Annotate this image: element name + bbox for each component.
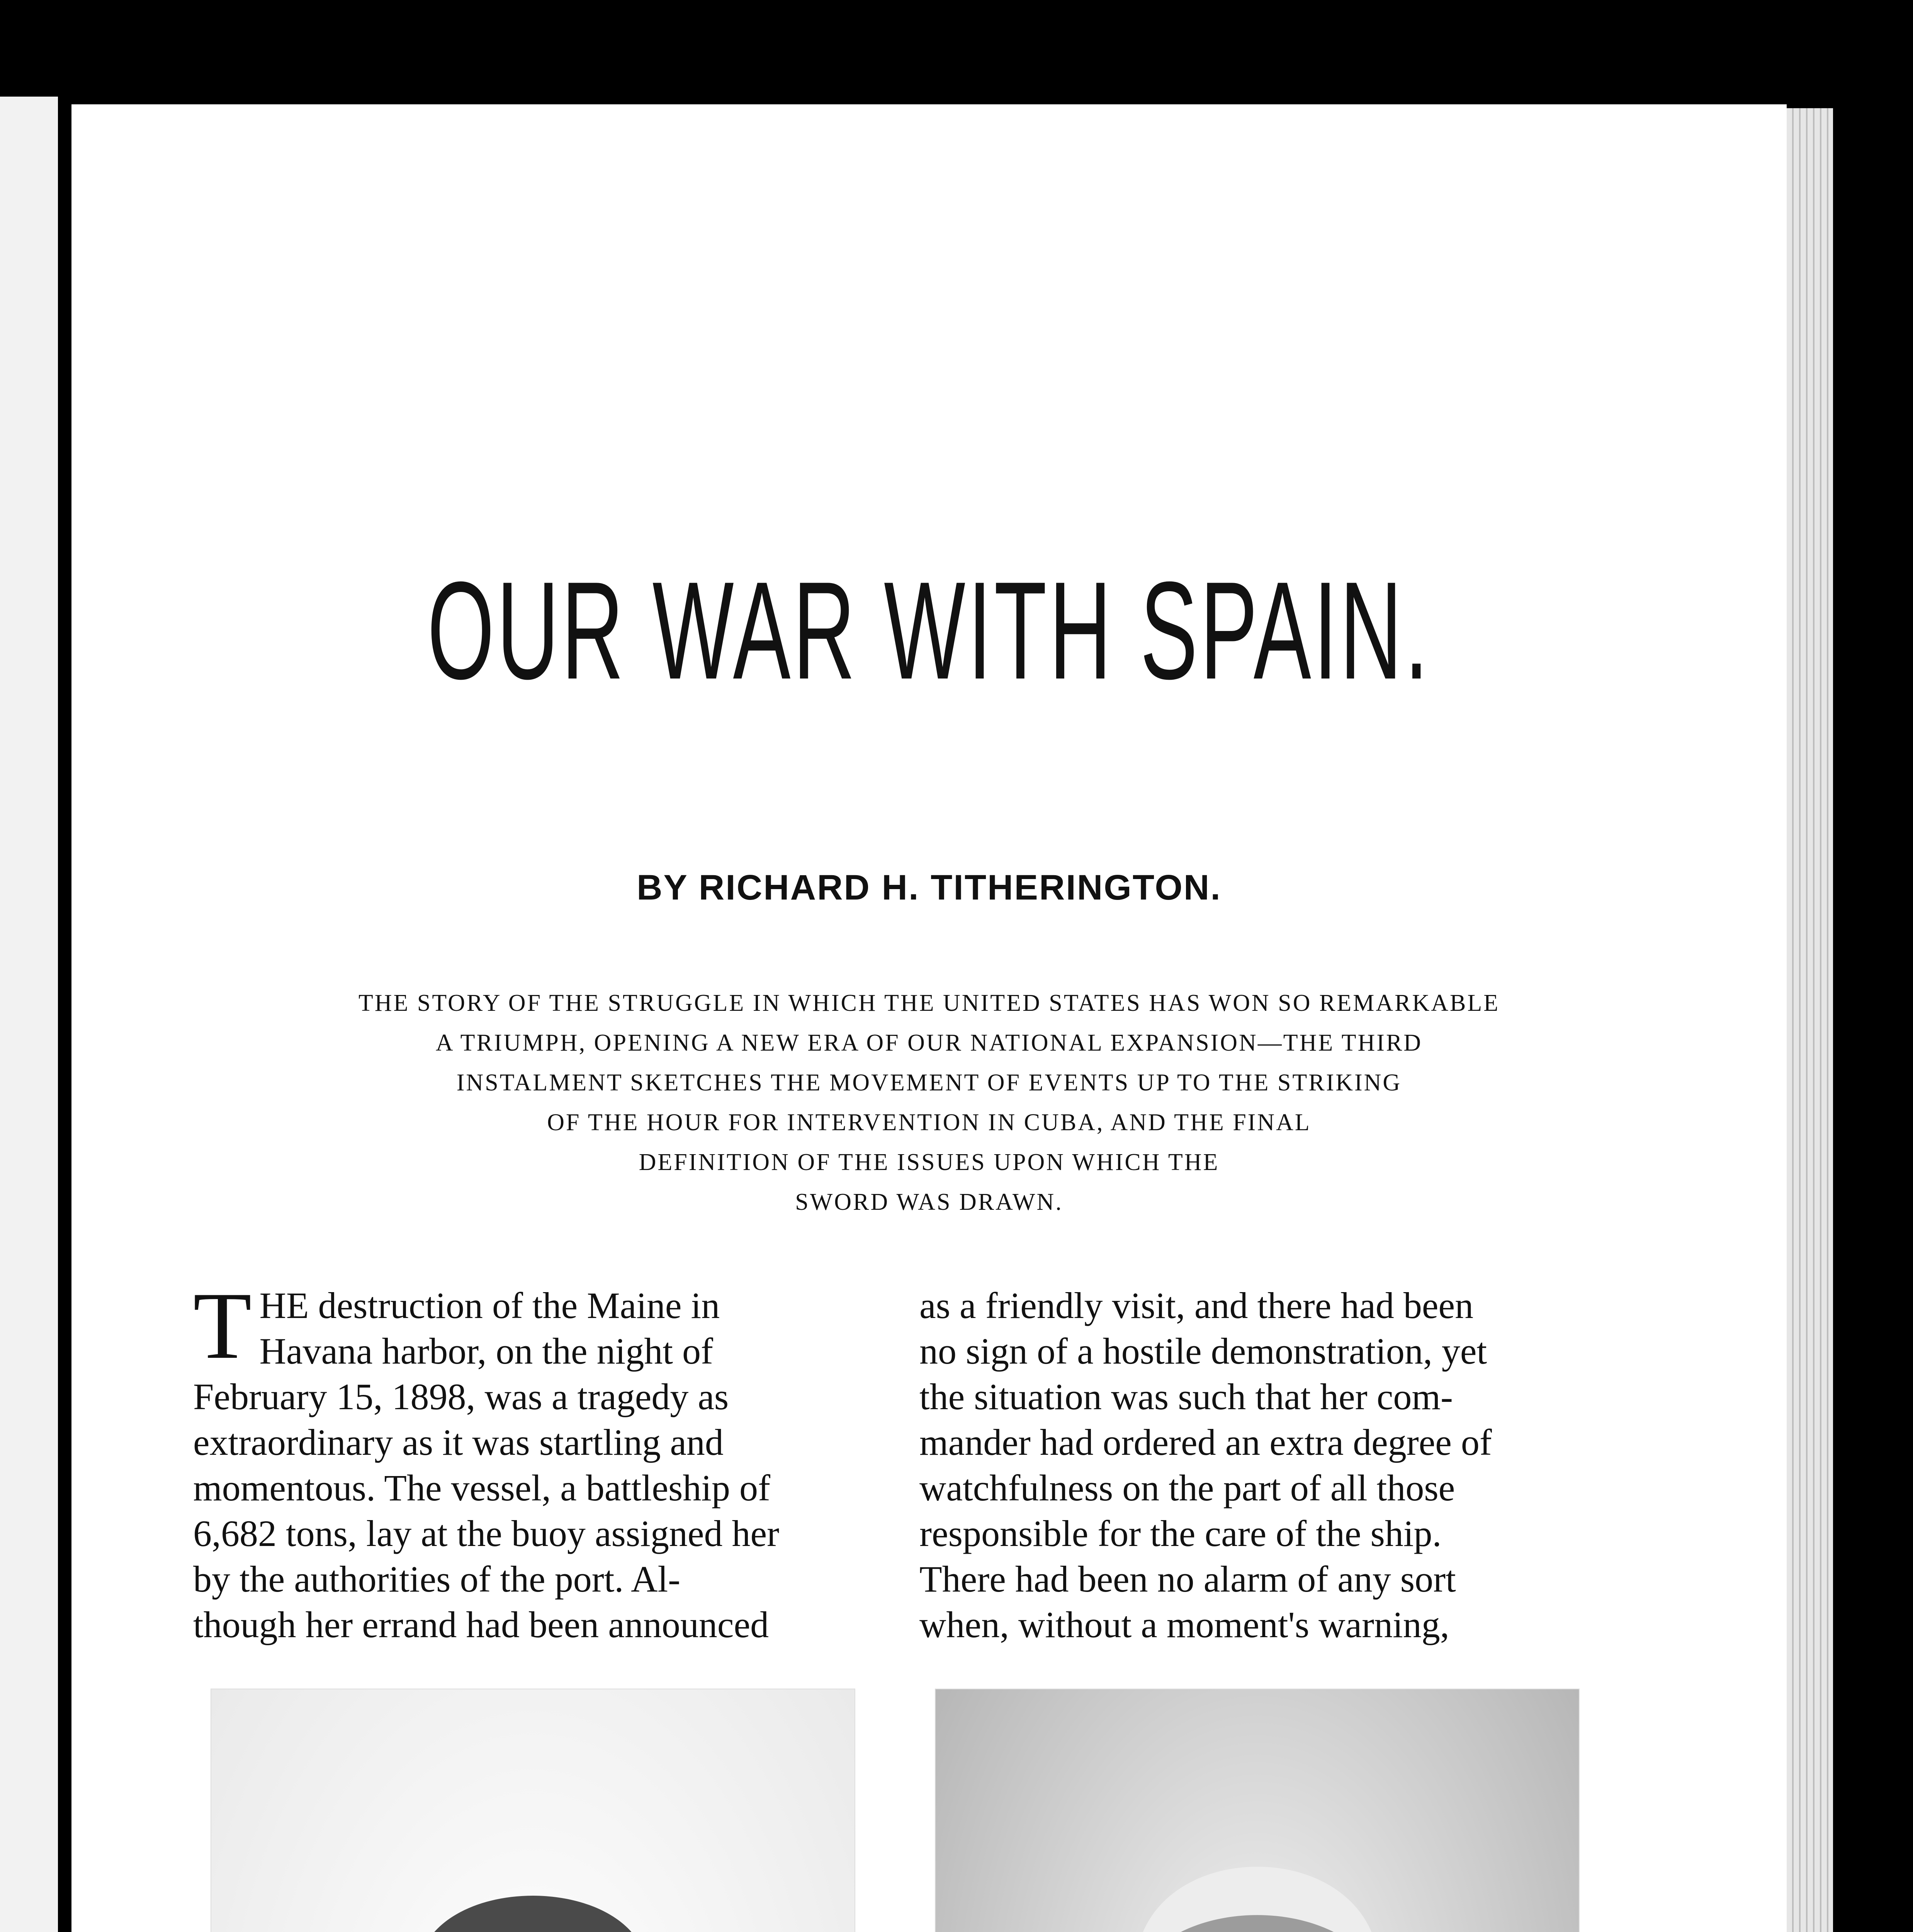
body-line: HE destruction of the Maine in — [259, 1285, 720, 1326]
portrait-photo-gomez — [211, 1689, 855, 1932]
body-column-left — [193, 1272, 885, 1648]
body-line: 6,682 tons, lay at the buoy assigned her — [193, 1513, 780, 1554]
body-line: no sign of a hostile demonstration, yet — [919, 1330, 1487, 1372]
facing-page-edge — [0, 97, 58, 1932]
body-line: momentous. The vessel, a battleship of — [193, 1467, 770, 1509]
body-line: Havana harbor, on the night of — [259, 1330, 713, 1372]
page-stack-edge — [1787, 108, 1833, 1932]
body-line: responsible for the care of the ship. — [919, 1513, 1442, 1554]
article-byline: BY RICHARD H. TITHERINGTON. — [637, 868, 1222, 907]
summary-line: THE STORY OF THE STRUGGLE IN WHICH THE UNITED STATES HAS WON SO REMARKABLE — [358, 990, 1500, 1016]
summary-line: DEFINITION OF THE ISSUES UPON WHICH THE — [639, 1149, 1220, 1175]
article-summary — [180, 983, 1679, 1222]
drop-cap: T — [193, 1272, 252, 1379]
body-line: though her errand had been announced — [193, 1604, 769, 1645]
body-line: February 15, 1898, was a tragedy as — [193, 1376, 729, 1417]
summary-line: OF THE HOUR FOR INTERVENTION IN CUBA, AND THE FINAL — [547, 1109, 1311, 1136]
body-line: extraordinary as it was startling and — [193, 1422, 724, 1463]
body-line: when, without a moment's warning, — [919, 1604, 1449, 1645]
magazine-page — [71, 104, 1787, 1932]
body-line: There had been no alarm of any sort — [919, 1558, 1456, 1600]
body-line: as a friendly visit, and there had been — [919, 1285, 1474, 1326]
body-line: by the authorities of the port. Al- — [193, 1558, 681, 1600]
article-title: OUR WAR WITH SPAIN. — [427, 553, 1431, 708]
summary-line: INSTALMENT SKETCHES THE MOVEMENT OF EVENTS UP TO THE STRIKING — [456, 1070, 1402, 1096]
portrait-photo-garcia — [935, 1689, 1580, 1932]
body-line: the situation was such that her com- — [919, 1376, 1453, 1417]
summary-line: SWORD WAS DRAWN. — [795, 1189, 1063, 1215]
summary-line: A TRIUMPH, OPENING A NEW ERA OF OUR NATIONAL EXPANSION—THE THIRD — [435, 1030, 1423, 1056]
body-line: mander had ordered an extra degree of — [919, 1422, 1492, 1463]
body-column-right — [919, 1283, 1611, 1648]
body-line: watchfulness on the part of all those — [919, 1467, 1455, 1509]
